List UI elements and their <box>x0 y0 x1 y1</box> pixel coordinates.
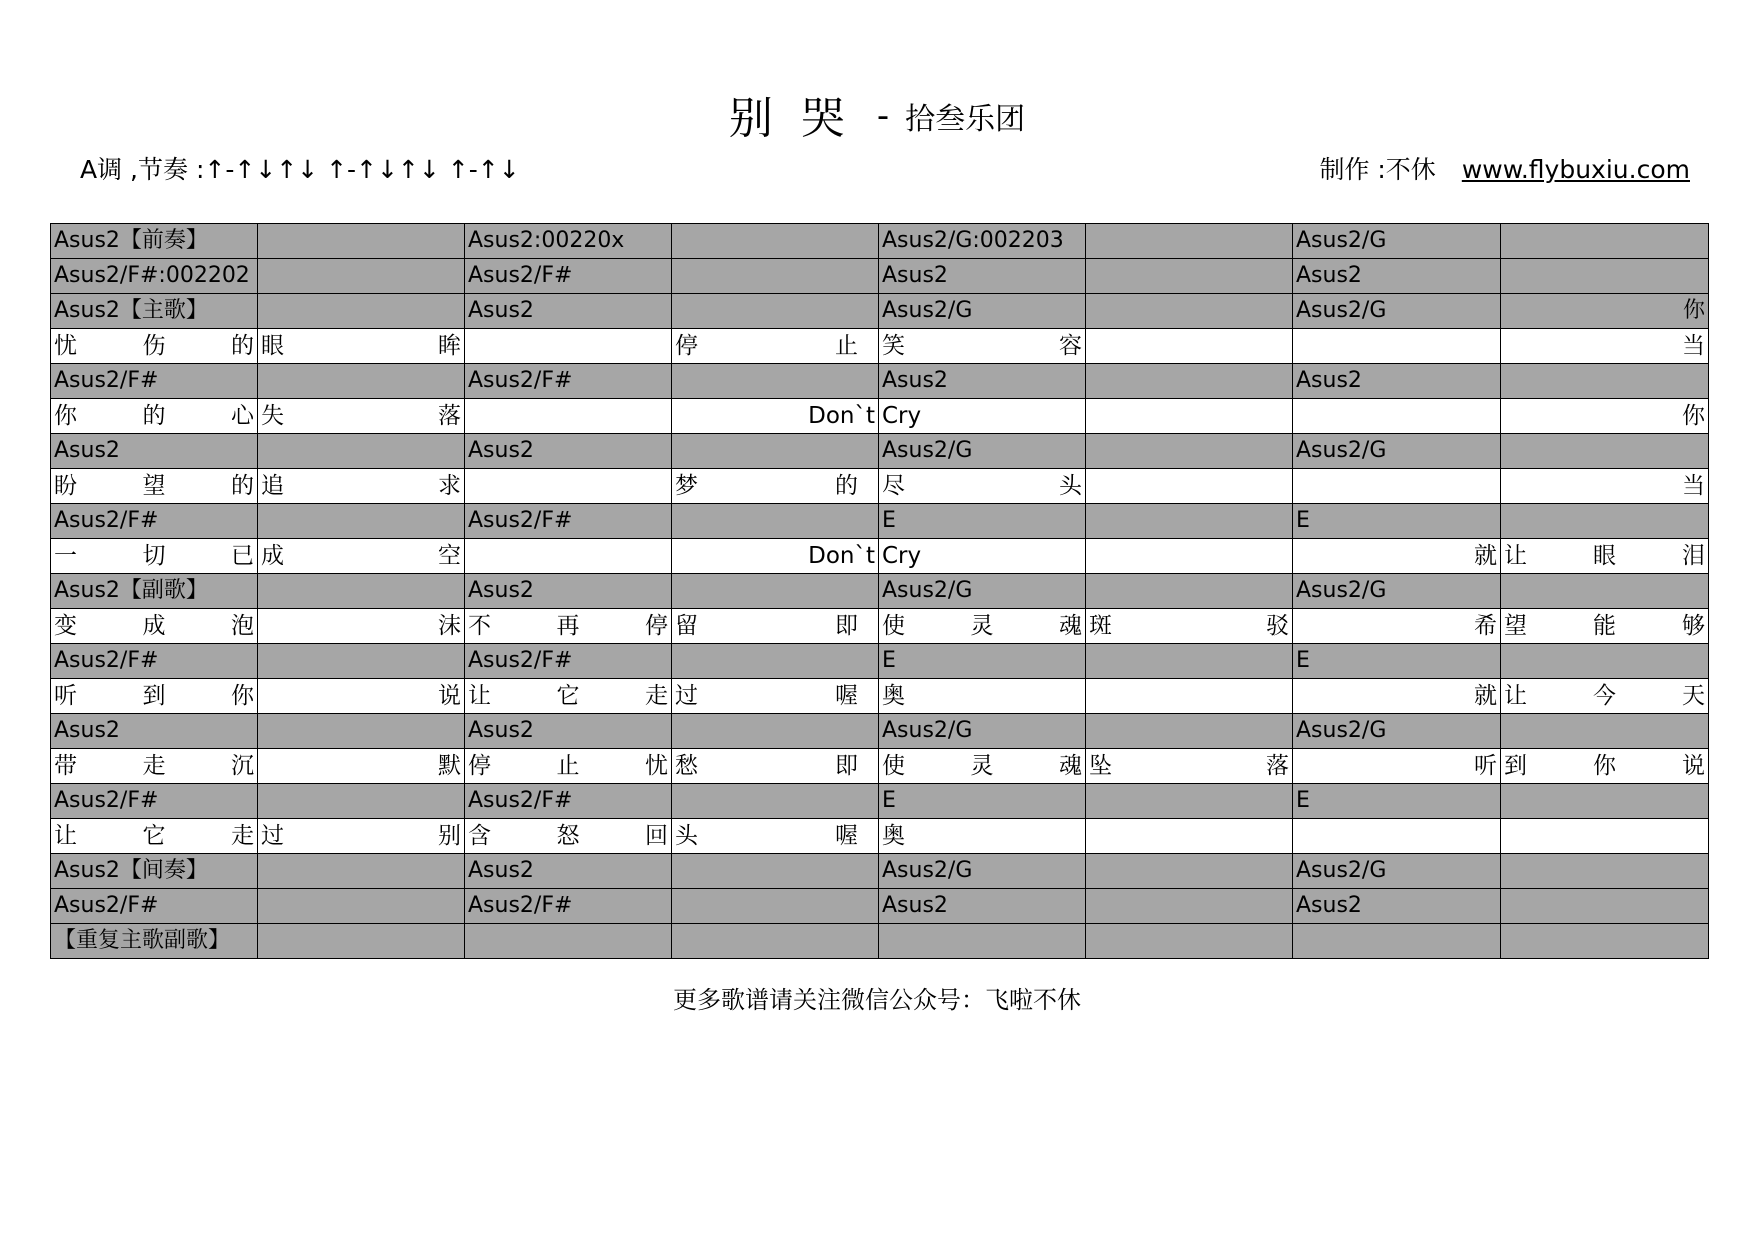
chord-cell <box>1501 924 1709 959</box>
chord-cell <box>258 364 465 399</box>
chord-cell <box>1501 224 1709 259</box>
lyric-cell: 坠落 <box>1086 749 1293 784</box>
chord-cell: Asus2/G <box>1293 294 1501 329</box>
chord-cell <box>1086 364 1293 399</box>
chord-row <box>51 224 1709 259</box>
chord-cell <box>672 434 879 469</box>
lyric-cell: 让它走 <box>51 819 258 854</box>
chord-cell <box>1501 504 1709 539</box>
lyric-cell: 希 <box>1293 609 1501 644</box>
chord-cell: Asus2/G <box>1293 224 1501 259</box>
lyric-cell <box>1086 329 1293 364</box>
chord-cell <box>1086 434 1293 469</box>
lyric-cell <box>1086 399 1293 434</box>
chord-row <box>51 574 1709 609</box>
lyric-cell: 当 <box>1501 469 1709 504</box>
website-link[interactable]: www.flybuxiu.com <box>1461 155 1690 184</box>
lyric-cell: 不再停 <box>465 609 672 644</box>
chord-cell: Asus2/G <box>879 574 1086 609</box>
chord-cell: Asus2/F# <box>465 259 672 294</box>
chord-cell: E <box>879 784 1086 819</box>
chord-cell <box>1501 364 1709 399</box>
lyric-cell: 让今天 <box>1501 679 1709 714</box>
chord-cell: Asus2 <box>1293 364 1501 399</box>
chord-row <box>51 889 1709 924</box>
chord-cell: Asus2/G <box>1293 854 1501 889</box>
chord-cell <box>258 574 465 609</box>
key-rhythm: A调 ,节奏 :↑-↑↓↑↓ ↑-↑↓↑↓ ↑-↑↓ <box>80 155 520 184</box>
chord-cell: Asus2/G <box>1293 574 1501 609</box>
lyric-cell: 成空 <box>258 539 465 574</box>
chord-cell: E <box>1293 644 1501 679</box>
chord-cell: 【重复主歌副歌】 <box>51 924 258 959</box>
chord-cell <box>672 224 879 259</box>
lyric-row <box>51 609 1709 644</box>
chord-cell: Asus2 <box>465 434 672 469</box>
lyric-cell: 你 <box>1501 399 1709 434</box>
chord-cell: Asus2/F# <box>465 364 672 399</box>
author-credit: 制作 :不休 <box>1319 155 1436 184</box>
chord-cell: Asus2【主歌】 <box>51 294 258 329</box>
chord-cell <box>672 889 879 924</box>
lyric-cell: 奥 <box>879 679 1086 714</box>
chord-cell: Asus2 <box>465 714 672 749</box>
chord-cell <box>1086 294 1293 329</box>
chord-cell: Asus2 <box>879 364 1086 399</box>
chord-cell: Asus2/F#:002202 <box>51 259 258 294</box>
chord-sheet-table <box>50 223 1709 959</box>
chord-cell <box>1086 504 1293 539</box>
chord-row <box>51 924 1709 959</box>
chord-cell: Asus2/G <box>1293 434 1501 469</box>
chord-cell <box>672 504 879 539</box>
chord-cell <box>258 259 465 294</box>
chord-cell: Asus2/F# <box>51 504 258 539</box>
chord-cell: Asus2【副歌】 <box>51 574 258 609</box>
chord-cell <box>1293 924 1501 959</box>
song-title: 别哭 <box>728 93 873 144</box>
chord-cell <box>672 364 879 399</box>
lyric-cell: 追求 <box>258 469 465 504</box>
chord-cell <box>1501 644 1709 679</box>
lyric-cell: 让眼泪 <box>1501 539 1709 574</box>
chord-cell <box>258 889 465 924</box>
chord-cell: Asus2/F# <box>51 784 258 819</box>
chord-cell: E <box>1293 784 1501 819</box>
chord-cell <box>1086 714 1293 749</box>
chord-cell: Asus2 <box>51 714 258 749</box>
chord-row <box>51 854 1709 889</box>
chord-cell <box>465 924 672 959</box>
lyric-cell: 过喔 <box>672 679 879 714</box>
chord-cell <box>258 924 465 959</box>
lyric-cell: 愁即 <box>672 749 879 784</box>
lyric-row <box>51 329 1709 364</box>
chord-cell <box>672 259 879 294</box>
lyric-cell <box>1086 539 1293 574</box>
chord-cell <box>1086 924 1293 959</box>
chord-cell <box>672 854 879 889</box>
lyric-cell <box>1086 679 1293 714</box>
lyric-row <box>51 819 1709 854</box>
chord-cell <box>258 294 465 329</box>
chord-cell <box>1086 854 1293 889</box>
chord-cell: Asus2/G <box>879 434 1086 469</box>
chord-cell <box>1501 714 1709 749</box>
chord-row <box>51 714 1709 749</box>
chord-cell <box>258 434 465 469</box>
lyric-cell <box>465 399 672 434</box>
lyric-cell <box>1293 329 1501 364</box>
lyric-row <box>51 469 1709 504</box>
chord-cell <box>1086 259 1293 294</box>
artist-name: 拾叁乐团 <box>905 102 1026 137</box>
chord-row <box>51 434 1709 469</box>
lyric-row <box>51 539 1709 574</box>
chord-row <box>51 294 1709 329</box>
lyric-cell: 盼望的 <box>51 469 258 504</box>
chord-cell <box>672 294 879 329</box>
lyric-cell: 忧伤的 <box>51 329 258 364</box>
chord-cell: Asus2/F# <box>51 889 258 924</box>
chord-cell: Asus2 <box>465 294 672 329</box>
lyric-cell: 过别 <box>258 819 465 854</box>
lyric-cell: 沫 <box>258 609 465 644</box>
lyric-cell: 听到你 <box>51 679 258 714</box>
chord-cell <box>672 644 879 679</box>
lyric-cell <box>465 469 672 504</box>
chord-cell: 你 <box>1501 294 1709 329</box>
chord-cell: Asus2/F# <box>51 364 258 399</box>
lyric-cell: 你的心 <box>51 399 258 434</box>
chord-cell <box>1086 574 1293 609</box>
lyric-row <box>51 679 1709 714</box>
lyric-cell: 笑容 <box>879 329 1086 364</box>
chord-row <box>51 364 1709 399</box>
lyric-cell: 梦的 <box>672 469 879 504</box>
chord-cell <box>258 504 465 539</box>
lyric-cell <box>465 539 672 574</box>
chord-cell: Asus2/F# <box>465 504 672 539</box>
lyric-cell: 眼眸 <box>258 329 465 364</box>
chord-cell: Asus2/G:002203 <box>879 224 1086 259</box>
chord-cell <box>1086 644 1293 679</box>
lyric-cell: 尽头 <box>879 469 1086 504</box>
title-dash: - <box>876 96 890 136</box>
lyric-cell: 带走沉 <box>51 749 258 784</box>
lyric-cell: 默 <box>258 749 465 784</box>
lyric-cell: Cry <box>879 399 1086 434</box>
title-block <box>0 82 1754 146</box>
chord-cell <box>672 784 879 819</box>
lyric-cell: 留即 <box>672 609 879 644</box>
lyric-cell: 到你说 <box>1501 749 1709 784</box>
chord-cell: Asus2【间奏】 <box>51 854 258 889</box>
chord-cell: Asus2/F# <box>465 784 672 819</box>
lyric-row <box>51 399 1709 434</box>
chord-cell: Asus2/F# <box>465 889 672 924</box>
chord-cell: Asus2/F# <box>465 644 672 679</box>
credits <box>1319 150 1690 186</box>
chord-cell <box>1086 224 1293 259</box>
lyric-cell: 让它走 <box>465 679 672 714</box>
lyric-cell: Cry <box>879 539 1086 574</box>
lyric-cell: 停止忧 <box>465 749 672 784</box>
chord-cell <box>258 714 465 749</box>
chord-cell <box>1501 889 1709 924</box>
chord-cell: Asus2 <box>879 889 1086 924</box>
chord-cell <box>672 924 879 959</box>
chord-cell <box>1501 574 1709 609</box>
chord-cell <box>1501 259 1709 294</box>
chord-cell: E <box>879 644 1086 679</box>
lyric-cell: 说 <box>258 679 465 714</box>
chord-cell: Asus2 <box>465 574 672 609</box>
chord-row <box>51 504 1709 539</box>
chord-cell <box>672 574 879 609</box>
chord-cell <box>258 784 465 819</box>
chord-cell <box>258 854 465 889</box>
chord-cell: Asus2 <box>51 434 258 469</box>
lyric-cell <box>1086 819 1293 854</box>
lyric-cell: 就 <box>1293 679 1501 714</box>
chord-cell <box>1501 784 1709 819</box>
lyric-cell: Don`t <box>672 539 879 574</box>
chord-row <box>51 259 1709 294</box>
lyric-cell: 使灵魂 <box>879 749 1086 784</box>
chord-cell <box>1501 854 1709 889</box>
lyric-cell: 奥 <box>879 819 1086 854</box>
lyric-cell: 头喔 <box>672 819 879 854</box>
lyric-cell: 听 <box>1293 749 1501 784</box>
chord-cell: Asus2 <box>1293 889 1501 924</box>
chord-row <box>51 644 1709 679</box>
lyric-cell <box>1293 469 1501 504</box>
lyric-cell: 望能够 <box>1501 609 1709 644</box>
lyric-cell: 当 <box>1501 329 1709 364</box>
chord-cell: Asus2 <box>879 259 1086 294</box>
lyric-cell: Don`t <box>672 399 879 434</box>
lyric-cell <box>1293 399 1501 434</box>
chord-cell <box>1501 434 1709 469</box>
chord-cell: Asus2/G <box>1293 714 1501 749</box>
chord-cell <box>258 644 465 679</box>
lyric-cell: 停止 <box>672 329 879 364</box>
lyric-row <box>51 749 1709 784</box>
chord-cell: Asus2/G <box>879 294 1086 329</box>
lyric-cell: 变成泡 <box>51 609 258 644</box>
chord-cell <box>1086 889 1293 924</box>
lyric-cell: 就 <box>1293 539 1501 574</box>
lyric-cell: 一切已 <box>51 539 258 574</box>
chord-row <box>51 784 1709 819</box>
chord-cell <box>258 224 465 259</box>
chord-sheet-body <box>51 224 1709 959</box>
chord-cell: Asus2/G <box>879 854 1086 889</box>
lyric-cell <box>1293 819 1501 854</box>
lyric-cell: 斑驳 <box>1086 609 1293 644</box>
chord-cell <box>879 924 1086 959</box>
chord-cell: E <box>1293 504 1501 539</box>
lyric-cell: 含怒回 <box>465 819 672 854</box>
chord-cell: Asus2:00220x <box>465 224 672 259</box>
chord-cell: Asus2 <box>1293 259 1501 294</box>
chord-cell <box>672 714 879 749</box>
lyric-cell <box>1501 819 1709 854</box>
chord-cell <box>1086 784 1293 819</box>
chord-cell: Asus2/F# <box>51 644 258 679</box>
lyric-cell <box>1086 469 1293 504</box>
chord-cell: Asus2/G <box>879 714 1086 749</box>
chord-cell: E <box>879 504 1086 539</box>
chord-cell: Asus2【前奏】 <box>51 224 258 259</box>
chord-cell: Asus2 <box>465 854 672 889</box>
lyric-cell: 使灵魂 <box>879 609 1086 644</box>
footer-note: 更多歌谱请关注微信公众号：飞啦不休 <box>673 986 1081 1014</box>
lyric-cell: 失落 <box>258 399 465 434</box>
lyric-cell <box>465 329 672 364</box>
